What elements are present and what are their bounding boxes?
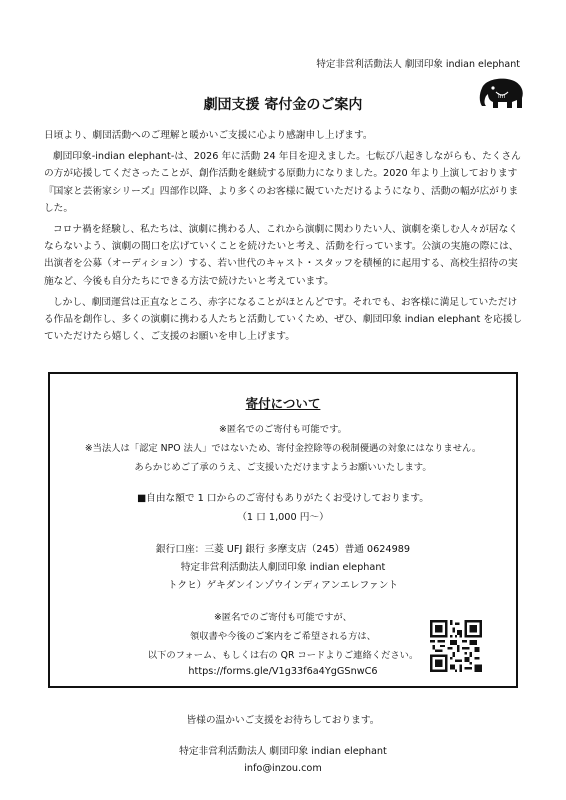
- donation-unit-price: （1 口 1,000 円～）: [237, 512, 329, 523]
- intro-paragraph-4: しかし、劇団運営は正直なところ、赤字になることがほとんどです。それでも、お客様に満足していただける作品を創作し、多くの演劇に携わる人たちと活動していくため、ぜひ、劇団印象 indian elephant を応援していただけたら嬉しく、ご支援のお願いを申し上げます。: [44, 296, 523, 343]
- bank-account-holder: 特定非営利活動法人劇団印象 indian elephant: [180, 562, 386, 573]
- svg-text:im: im: [498, 93, 506, 100]
- bank-account-holder-kana: トクヒ）ゲキダンインゾウインディアンエレファント: [167, 580, 399, 591]
- intro-paragraph-2: 劇団印象-indian elephant-は、2026 年に活動 24 年目を迎えました。七転び八起きしながらも、たくさんの方が応援してくださったことが、創作活動を継続する原動力になりました。2020 年より上演しております『国家と芸術家シリーズ』四部作以降、より多くのお客様に観ていただけるようになり、活動の幅が広がりました。: [44, 151, 521, 214]
- tax-note: ※当法人は「認定 NPO 法人」ではないため、寄付金控除等の税制優遇の対象にはなりません。: [84, 443, 482, 454]
- donation-heading: 寄付について: [245, 396, 321, 411]
- closing-message: 皆様の温かいご支援をお待ちしております。: [186, 715, 380, 726]
- donation-form-link[interactable]: https://forms.gle/V1g33f6a4YgGSnwC6: [188, 666, 378, 677]
- contact-email[interactable]: info@inzou.com: [244, 763, 322, 774]
- donation-amount-info: ■自由な額で 1 口からのご寄付もありがたくお受けしております。: [137, 493, 429, 504]
- page-title: 劇団支援 寄付金のご案内: [203, 97, 363, 113]
- intro-paragraph-3: コロナ禍を経験し、私たちは、演劇に携わる人、これから演劇に関わりたい人、演劇を楽しむ人々が居なくならないよう、演劇の間口を広げていくことを続けたいと考え、活動を行っています。公演の実施の際には、出演者を公募（オーディション）する、若い世代のキャスト・スタッフを積極的に起用する、高校生招待の実施など、今後も自分たちにできる方法で続けたいと考えています。: [44, 224, 519, 287]
- anonymous-note: ※匿名でのご寄付も可能です。: [219, 424, 347, 435]
- consent-note: あらかじめご了承のうえ、ご支援いただけますようお願いいたします。: [134, 462, 432, 473]
- intro-text: [44, 127, 524, 349]
- footer-organization: 特定非営利活動法人 劇団印象 indian elephant: [179, 746, 387, 757]
- receipt-note-2: 領収書や今後のご案内をご希望される方は、: [190, 631, 376, 642]
- header-organization: 特定非営利活動法人 劇団印象 indian elephant: [316, 59, 520, 70]
- receipt-note-1: ※匿名でのご寄付も可能ですが、: [214, 612, 352, 623]
- intro-paragraph-1: 日頃より、劇団活動へのご理解と暖かいご支援に心より感謝申し上げます。: [44, 130, 373, 141]
- bank-account: 銀行口座：三菱 UFJ 銀行 多摩支店（245）普通 0624989: [155, 544, 411, 555]
- receipt-note-3: 以下のフォーム、もしくは右の QR コードよりご連絡ください。: [147, 650, 419, 661]
- donation-box: [48, 372, 518, 688]
- qr-code-icon[interactable]: [430, 620, 482, 672]
